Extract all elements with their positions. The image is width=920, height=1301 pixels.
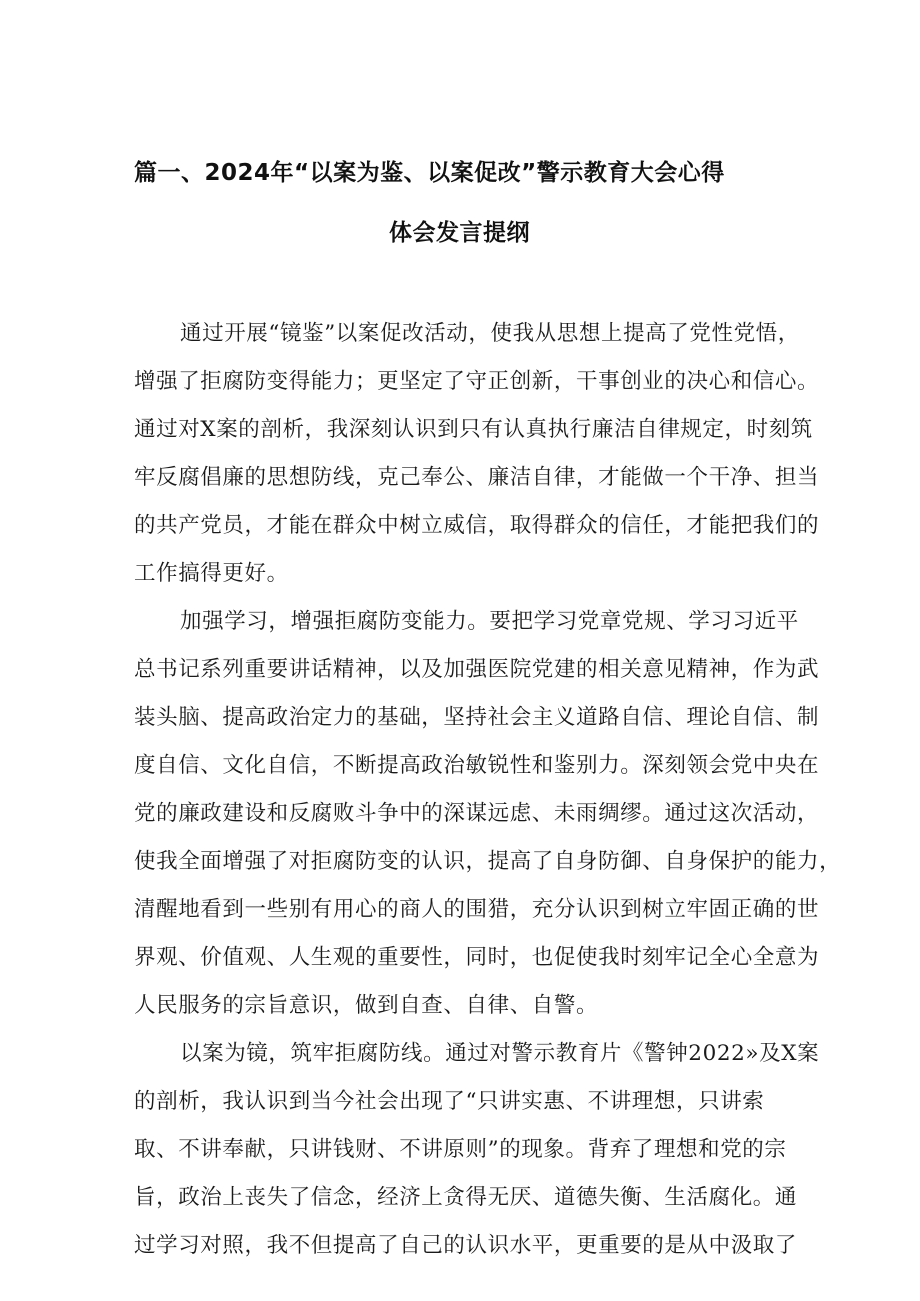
text-line: 的共产党员，才能在群众中树立威信，取得群众的信任，才能把我们的	[134, 513, 820, 538]
text-line: 牢反腐倡廉的思想防线，克己奉公、廉洁自律，才能做一个干净、担当	[134, 465, 820, 490]
document-title-line-2: 体会发言提纲	[389, 220, 530, 246]
text-line: 增强了拒腐防变得能力；更坚定了守正创新，干事创业的决心和信心。	[134, 369, 820, 394]
text-line: 取、不讲奉献，只讲钱财、不讲原则”的现象。背弃了理想和党的宗	[134, 1137, 787, 1162]
document-title-line-1: 篇一、2024年“以案为鉴、以案促改”警示教育大会心得	[134, 160, 725, 186]
text-line: 人民服务的宗旨意识，做到自查、自律、自警。	[134, 993, 599, 1018]
text-line: 使我全面增强了对拒腐防变的认识，提高了自身防御、自身保护的能力，	[134, 849, 842, 874]
text-line: 的剖析，我认识到当今社会出现了“只讲实惠、不讲理想，只讲索	[134, 1089, 765, 1114]
text-line: 以案为镜，筑牢拒腐防线。通过对警示教育片《警钟2022»及X案	[180, 1041, 820, 1066]
text-line: 旨，政治上丧失了信念，经济上贪得无厌、道德失衡、生活腐化。通	[134, 1185, 798, 1210]
text-line: 加强学习，增强拒腐防变能力。要把学习党章党规、学习习近平	[180, 609, 799, 634]
text-line: 通过开展“镜鉴”以案促改活动，使我从思想上提高了党性党悟，	[180, 321, 800, 346]
text-line: 党的廉政建设和反腐败斗争中的深谋远虑、未雨绸缪。通过这次活动，	[134, 801, 820, 826]
text-line: 界观、价值观、人生观的重要性，同时，也促使我时刻牢记全心全意为	[134, 945, 820, 970]
text-line: 度自信、文化自信，不断提高政治敏锐性和鉴别力。深刻领会党中央在	[134, 753, 820, 778]
text-line: 工作搞得更好。	[134, 561, 289, 586]
text-line: 通过对X案的剖析，我深刻认识到只有认真执行廉洁自律规定，时刻筑	[134, 417, 813, 442]
text-line: 过学习对照，我不但提高了自己的认识水平，更重要的是从中汲取了	[134, 1233, 798, 1258]
text-line: 清醒地看到一些别有用心的商人的围猎，充分认识到树立牢固正确的世	[134, 897, 820, 922]
text-line: 装头脑、提高政治定力的基础，坚持社会主义道路自信、理论自信、制	[134, 705, 820, 730]
text-line: 总书记系列重要讲话精神，以及加强医院党建的相关意见精神，作为武	[134, 657, 820, 682]
